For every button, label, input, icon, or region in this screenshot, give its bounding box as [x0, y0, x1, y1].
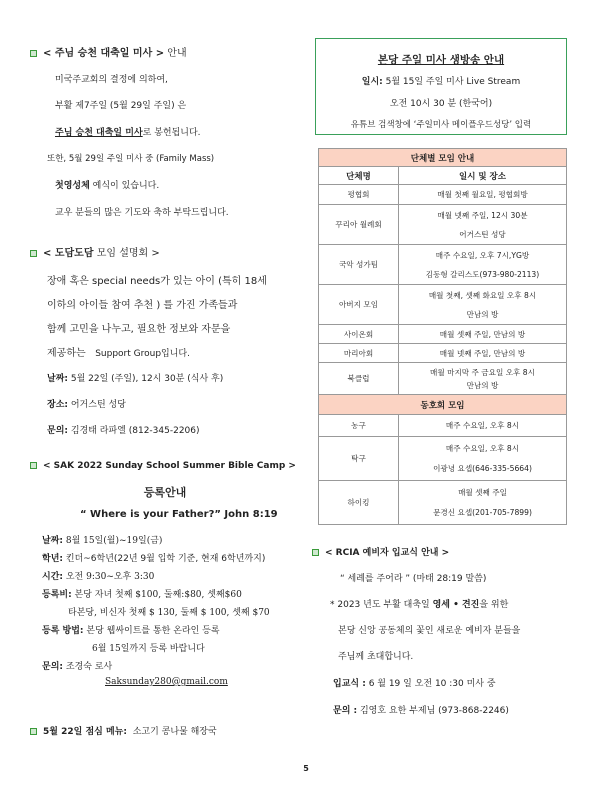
mass-line-5: 첫영성체 예식이 있습니다.	[55, 181, 160, 191]
rcia-heading: < RCIA 예비자 입교식 안내 >	[312, 545, 449, 558]
sak-date: 날짜: 8월 15일(월)~19일(금)	[42, 536, 163, 546]
dodam-date: 날짜: 5월 22일 (주일), 12시 30분 (식사 후)	[47, 374, 224, 384]
sak-grade: 학년: 킨더~6학년(22년 9월 입학 기준, 현재 6학년까지)	[42, 554, 266, 564]
sak-method-1: 등록 방법: 본당 웹싸이트를 통한 온라인 등록	[42, 626, 220, 636]
group-table-title: 단체별 모임 안내	[319, 149, 567, 167]
dodam-contact: 문의: 김경태 라파엘 (812-345-2206)	[47, 426, 200, 436]
square-bullet-icon	[30, 50, 37, 57]
dodam-place: 장소: 어거스틴 성당	[47, 400, 126, 410]
dodam-p1: 장애 혹은 special needs가 있는 아이 (특히 18세	[47, 276, 267, 287]
livestream-line-2: 오전 10시 30 분 (한국어)	[389, 99, 493, 109]
mass-line-3: 주님 승천 대축일 미사로 봉헌됩니다.	[55, 128, 201, 138]
sak-fee-2: 타본당, 비신자 첫째 $ 130, 둘째 $ 100, 셋째 $70	[68, 608, 270, 618]
table-row: 마리아회 매월 넷째 주일, 만남의 방	[319, 344, 567, 363]
sak-time: 시간: 오전 9:30~오후 3:30	[42, 572, 155, 582]
table-row: 사이온회 매월 셋째 주일, 만남의 방	[319, 325, 567, 344]
square-bullet-icon	[30, 728, 37, 735]
square-bullet-icon	[30, 462, 37, 469]
sak-contact: 문의: 조경숙 로사	[42, 662, 113, 672]
square-bullet-icon	[30, 250, 37, 257]
rcia-date: 입교식 : 6 월 19 일 오전 10 :30 미사 중	[333, 679, 496, 689]
table-row: 북클럽 매월 마지막 주 금요일 오후 8시 만남의 방	[319, 363, 567, 395]
table-row: 탁구 매주 수요일, 오후 8시 이광녕 요셉(646-335-5664)	[319, 437, 567, 481]
dodam-heading: < 도담도담 모임 설명회 >	[30, 244, 160, 259]
dodam-p4: 제공하는 Support Group입니다.	[47, 348, 190, 359]
rcia-quote: “ 세례를 주어라 ” (마태 28:19 말씀)	[340, 574, 487, 584]
rcia-line-1: * 2023 년도 부활 대축일 영세 • 견진을 위한	[330, 600, 509, 610]
rcia-line-2: 본당 신앙 공동체의 꽃인 새로운 예비자 분들을	[338, 626, 521, 636]
sak-quote: “ Where is your Father?” John 8:19	[80, 509, 278, 520]
dodam-p3: 함께 고민을 나누고, 필요한 정보와 자문을	[47, 324, 231, 335]
club-table-title: 동호회 모임	[319, 395, 567, 415]
sak-fee-1: 등록비: 본당 자녀 첫째 $100, 둘째:$80, 셋째$60	[42, 590, 242, 600]
lunch-menu: 5월 22일 점심 메뉴: 소고기 콩나물 해장국	[30, 724, 217, 737]
sak-email-link[interactable]: Saksunday280@gmail.com	[105, 677, 228, 687]
table-row: 국악 성가팀 매주 수요일, 오후 7시,YG방 김동형 갈리스도(973-980-2113)	[319, 245, 567, 285]
sak-method-2: 6월 15일까지 등록 바랍니다	[92, 644, 205, 654]
livestream-title: 본당 주일 미사 생방송 안내	[377, 54, 505, 66]
mass-line-2: 부활 제7주일 (5월 29일 주일) 은	[55, 101, 187, 111]
rcia-contact: 문의 : 김영호 요한 부제님 (973-868-2246)	[333, 706, 509, 716]
sak-title: 등록안내	[143, 486, 187, 499]
mass-line-1: 미국주교회의 결정에 의하여,	[55, 75, 168, 85]
page-number: 5	[303, 764, 309, 773]
table-row: 농구 매주 수요일, 오후 8시	[319, 415, 567, 437]
table-row: 꾸리아 월례회 매월 넷째 주일, 12시 30분 어거스틴 성당	[319, 205, 567, 245]
square-bullet-icon	[312, 549, 319, 556]
livestream-box	[315, 38, 567, 135]
rcia-line-3: 주님께 초대합니다.	[338, 652, 414, 662]
livestream-line-1: 일시: 5월 15일 주일 미사 Live Stream	[361, 77, 521, 87]
livestream-line-3: 유튜브 검색창에 ‘주일미사 메이플우드성당’ 입력	[350, 120, 532, 130]
mass-line-4: 또한, 5월 29일 주일 미사 중 (Family Mass)	[47, 154, 215, 164]
mass-heading: < 주님 승천 대축일 미사 > 안내	[30, 44, 187, 59]
mass-line-6: 교우 분들의 많은 기도와 축하 부탁드립니다.	[55, 208, 229, 218]
dodam-p2: 이하의 아이들 참여 추천 ) 를 가진 가족들과	[47, 300, 238, 311]
column-header-name: 단체명	[319, 167, 399, 185]
table-row: 아버지 모임 매월 첫째, 셋째 화요일 오후 8시 만남의 방	[319, 285, 567, 325]
table-row: 하이킹 매월 셋째 주일 문경신 요셉(201-705-7899)	[319, 481, 567, 525]
group-meeting-table	[318, 148, 567, 525]
column-header-time-place: 일시 및 장소	[399, 167, 567, 185]
table-row: 평협회 매월 첫째 월요일, 평협회방	[319, 185, 567, 205]
sak-heading: < SAK 2022 Sunday School Summer Bible Camp >	[30, 461, 296, 471]
